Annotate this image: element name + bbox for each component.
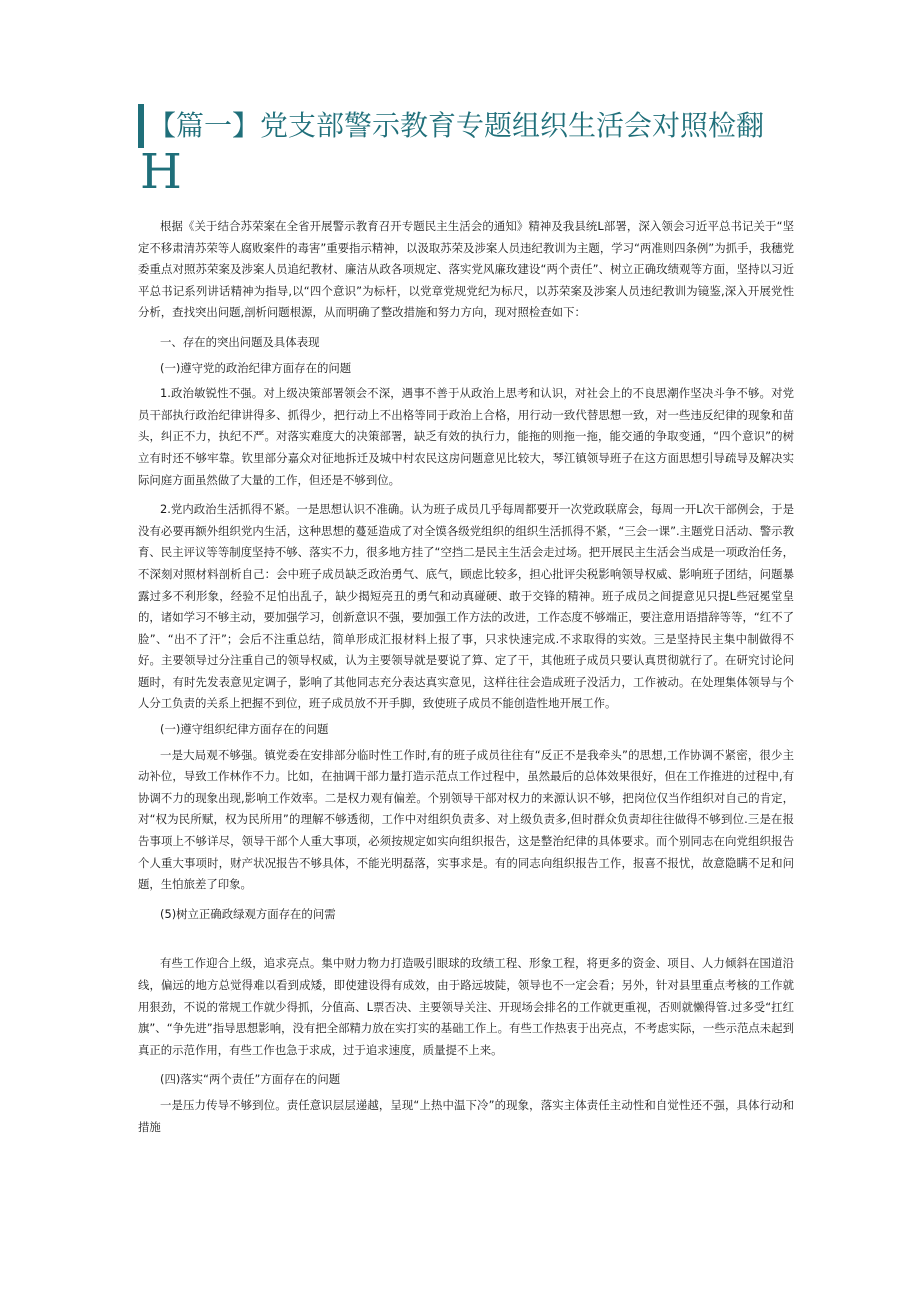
section-heading-1: 一、存在的突出问题及具体表现: [160, 334, 320, 349]
paragraph-party-life: 2.党内政治生活抓得不紧。一是思想认识不准确。认为班子成员几乎每周都要开一次党政联席会，每周一开L次干部例会，于是没有必要再额外组织党内生活，这种思想的蔓延造成了对全馍各级党组织的组织生活抓得不紧，“三会一课”.主题党日活动、警示教育、民主评议等等制度坚持不够、落实不力，很多地方挂了“空挡二是民主生活会走过场。把开展民主生活会当成是一项政治任务，不深刻对照材料剖析自己：会中班子成员缺乏政治勇气、底气，顾虑比较多，担心批评尖税影响领导权威、影响班子团结，问题暴露过多不利形象，经验不足怕出乱子，缺少揭短亮丑的勇气和动真碰硬、敢于交锋的精神。班子成员之间提意见只提L些冠冕堂皇的，诸如学习不够主动，要加强学习，创新意识不强，要加强工作方法的改进，工作态度不够端正，要注意用语措辞等等，“红不了脸”、“出不了汗”；会后不注重总结，简单形成汇报材料上报了事，只求快速完成.不求取得的实效。三是坚持民主集中制做得不好。主要领导过分注重自己的领导权威，认为主要领导就是要说了算、定了干，其他班子成员只要认真贯彻就行了。在研究讨论问题时，有时先发表意见定调子，影响了其他同志充分表达真实意见，这样往往会造成班子没活力，工作被动。在处理集体领导与个人分工负责的关系上把握不到位，班子成员放不开手脚，致使班子成员不能创造性地开展工作。: [138, 502, 794, 711]
document-title-line2: H: [140, 144, 182, 200]
subsection-heading-political: (一)遵守党的政治纪律方面存在的问题: [160, 360, 352, 375]
subsection-heading-organization: (一)遵守组织纪律方面存在的问题: [160, 722, 329, 737]
paragraph-organization: 一是大局观不够强。镇党委在安排部分临时性工作时,有的班子成员往往有“反正不是我牵头”的思想,工作协调不紧密，很少主动补位，导致工作林作不力。比如，在抽调干部力量打造示范点工作过程中，虽然最后的总体效果很好，但在工作推进的过程中,有协调不力的现象出现,影响工作效率。二是权力观有偏差。个别领导干部对权力的来源认识不够，把岗位仅当作组织对自己的肯定，对“权为民所赋，权为民所用”的理解不够透彻，工作中对组织负责多、对上级负责多,但时群众负责却往往做得不够到位.三是在报告事项上不够详尽，领导干部个人重大事项，必须按规定如实向组织报告，这是整治纪律的具体要求。而个别同志在向党组织报告个人重大事项时，财产状况报告不够具体，不能光明磊落，实事求是。有的同志向组织报告工作，报喜不报忧，故意隐瞒不足和问题，生怕旅差了印象。: [138, 747, 794, 892]
title-accent-bar: [138, 104, 144, 148]
subsection-heading-performance: (5)树立正确政绿观方面存在的问需: [160, 906, 336, 921]
document-body: [138, 216, 794, 1138]
paragraph-performance: 有些工作迎合上级，追求亮点。集中财力物力打造吸引眼球的玫绩工程、形象工程，将更多的资金、项目、人力倾斜在国道沿线，偏远的地方总觉得难以看到成矮，即使建设得有成效，由于路远坡陡，领导也不一定会看；另外，针对县里重点考核的工作就用狠劲，不说的常规工作就少得抓，分值高、L票否决、主要领导关注、开现场会排名的工作就更重视，否则就懒得管.过多受“扛红旗”、“争先进”指导思想影响，没有把全部精力放在实打实的基础工作上。有些工作热衷于出亮点，不考虑实际，一些示范点未起到真正的示范作用，有些工作也急于求成，过于追求速度，质量提不上来。: [138, 956, 794, 1057]
subsection-heading-responsibility: (四)落实“两个责任”方面存在的问题: [160, 1072, 341, 1087]
title-block: [138, 104, 798, 198]
intro-paragraph: 根据《关于结合苏荣案在全省开展警示教育召开专题民主生活会的通知》精神及我县统L部署，深入领会习近平总书记关于“坚定不移肃清苏荣等人腐败案件的毒害”重要指示精神，以汲取苏荣及涉案人员违纪教训为主题，学习“两准则四条例”为抓手，我穗党委重点对照苏荣案及涉案人员追纪教材、廉洁从政各项规定、落实党风廉玫建设“两个责任”、树立正确玫绩观等方面，坚持以习近平总书记系列讲话精神为指导,以“四个意识”为标杆，以党章党规党纪为标尺，以苏荣案及涉案人员违纪教训为镜鉴,深入开展党性分析，查找突出问题,剖析问题根源，从而明确了整改措施和努力方向，现对照检查如下：: [138, 219, 794, 320]
document-title: 【篇一】党支部警示教育专题组织生活会对照检翻: [148, 109, 765, 142]
paragraph-responsibility: 一是压力传导不够到位。责任意识层层递越，呈现“上热中温下冷”的现象，落实主体责任主动性和自觉性还不强，具体行动和措施: [138, 1097, 794, 1134]
paragraph-political-sensitivity: 1.政治敏锐性不强。对上级决策部署领会不深，遇事不善于从政治上思考和认识，对社会上的不良思潮作坚决斗争不够。对党员干部执行政治纪律讲得多、抓得少，把行动上不出格等同于政治上合格，用行动一致代替思想一致，对一些违反纪律的现象和苗头，纠正不力，执纪不严。对落实难度大的决策部署，缺乏有效的执行力，能拖的则拖一拖，能交通的争取变通，“四个意识”的树立有时还不够牢靠。钦里部分嘉众对征地拆迁及城中村农民这房问题意见比较大，琴江镇领导班子在这方面思想引导疏导及解决实际问庭方面虽然做了大量的工作，但还是不够到位。: [138, 386, 794, 487]
